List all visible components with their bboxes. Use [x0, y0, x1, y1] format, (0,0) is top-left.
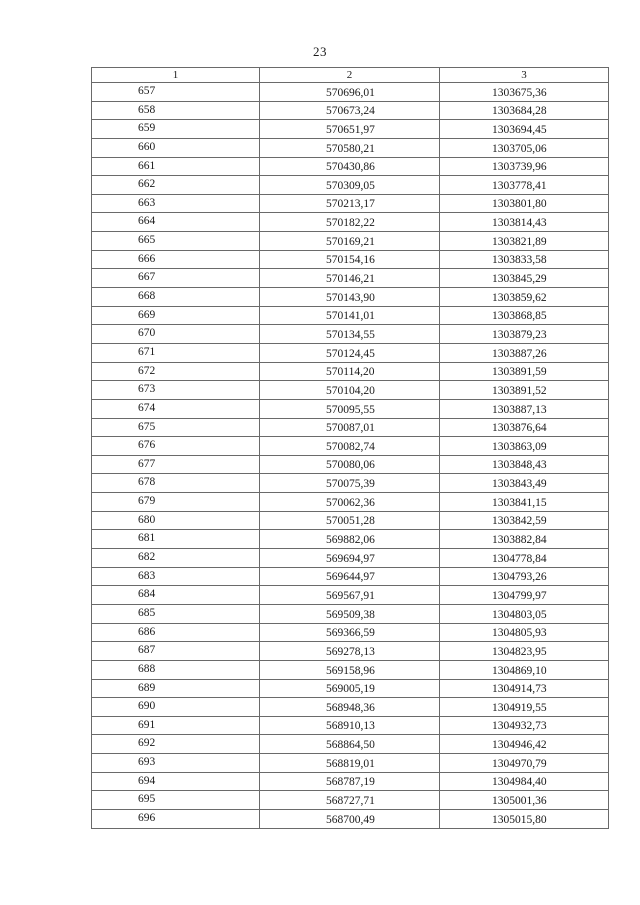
x-coordinate-cell: 570075,39	[260, 474, 440, 493]
table-row	[92, 120, 609, 139]
y-coordinate-cell: 1304799,97	[440, 586, 609, 605]
x-coordinate-cell: 570141,01	[260, 306, 440, 325]
column-header-2: 2	[260, 68, 440, 83]
table-row	[92, 567, 609, 586]
table-row	[92, 213, 609, 232]
table-row	[92, 418, 609, 437]
point-number-cell: 696	[92, 809, 260, 828]
x-coordinate-cell: 568787,19	[260, 772, 440, 791]
y-coordinate-cell: 1303876,64	[440, 418, 609, 437]
y-coordinate-cell: 1303814,43	[440, 213, 609, 232]
table-row	[92, 791, 609, 810]
point-number-cell: 665	[92, 232, 260, 251]
y-coordinate-cell: 1305001,36	[440, 791, 609, 810]
table-row	[92, 194, 609, 213]
y-coordinate-cell: 1303778,41	[440, 176, 609, 195]
table-row	[92, 101, 609, 120]
y-coordinate-cell: 1304823,95	[440, 642, 609, 661]
table-row	[92, 809, 609, 828]
point-number-cell: 668	[92, 288, 260, 307]
table-row	[92, 138, 609, 157]
x-coordinate-cell: 568819,01	[260, 754, 440, 773]
y-coordinate-cell: 1303887,13	[440, 399, 609, 418]
table-row	[92, 362, 609, 381]
point-number-cell: 689	[92, 679, 260, 698]
y-coordinate-cell: 1303882,84	[440, 530, 609, 549]
table-row	[92, 325, 609, 344]
y-coordinate-cell: 1303705,06	[440, 138, 609, 157]
point-number-cell: 669	[92, 306, 260, 325]
point-number-cell: 693	[92, 754, 260, 773]
x-coordinate-cell: 570095,55	[260, 399, 440, 418]
x-coordinate-cell: 570182,22	[260, 213, 440, 232]
point-number-cell: 659	[92, 120, 260, 139]
point-number-cell: 688	[92, 660, 260, 679]
y-coordinate-cell: 1303801,80	[440, 194, 609, 213]
point-number-cell: 680	[92, 511, 260, 530]
x-coordinate-cell: 570430,86	[260, 157, 440, 176]
x-coordinate-cell: 570124,45	[260, 343, 440, 362]
x-coordinate-cell: 570673,24	[260, 101, 440, 120]
y-coordinate-cell: 1303694,45	[440, 120, 609, 139]
y-coordinate-cell: 1304914,73	[440, 679, 609, 698]
column-header-1: 1	[92, 68, 260, 83]
y-coordinate-cell: 1304805,93	[440, 623, 609, 642]
point-number-cell: 672	[92, 362, 260, 381]
x-coordinate-cell: 569882,06	[260, 530, 440, 549]
y-coordinate-cell: 1303859,62	[440, 288, 609, 307]
point-number-cell: 687	[92, 642, 260, 661]
x-coordinate-cell: 570154,16	[260, 250, 440, 269]
table-row	[92, 399, 609, 418]
point-number-cell: 684	[92, 586, 260, 605]
table-row	[92, 381, 609, 400]
point-number-cell: 673	[92, 381, 260, 400]
x-coordinate-cell: 570104,20	[260, 381, 440, 400]
point-number-cell: 675	[92, 418, 260, 437]
table-row	[92, 157, 609, 176]
x-coordinate-cell: 570134,55	[260, 325, 440, 344]
x-coordinate-cell: 569509,38	[260, 604, 440, 623]
x-coordinate-cell: 570062,36	[260, 493, 440, 512]
table-row	[92, 437, 609, 456]
y-coordinate-cell: 1304803,05	[440, 604, 609, 623]
x-coordinate-cell: 569005,19	[260, 679, 440, 698]
point-number-cell: 666	[92, 250, 260, 269]
point-number-cell: 660	[92, 138, 260, 157]
y-coordinate-cell: 1303842,59	[440, 511, 609, 530]
point-number-cell: 690	[92, 698, 260, 717]
point-number-cell: 681	[92, 530, 260, 549]
y-coordinate-cell: 1304932,73	[440, 716, 609, 735]
table-row	[92, 754, 609, 773]
x-coordinate-cell: 570309,05	[260, 176, 440, 195]
point-number-cell: 695	[92, 791, 260, 810]
x-coordinate-cell: 570051,28	[260, 511, 440, 530]
table-header	[92, 68, 609, 83]
point-number-cell: 657	[92, 83, 260, 102]
x-coordinate-cell: 569567,91	[260, 586, 440, 605]
point-number-cell: 683	[92, 567, 260, 586]
point-number-cell: 685	[92, 604, 260, 623]
x-coordinate-cell: 570082,74	[260, 437, 440, 456]
x-coordinate-cell: 570080,06	[260, 455, 440, 474]
table-row	[92, 623, 609, 642]
table-row	[92, 493, 609, 512]
point-number-cell: 671	[92, 343, 260, 362]
table-row	[92, 83, 609, 102]
y-coordinate-cell: 1304984,40	[440, 772, 609, 791]
y-coordinate-cell: 1304793,26	[440, 567, 609, 586]
x-coordinate-cell: 568700,49	[260, 809, 440, 828]
x-coordinate-cell: 568948,36	[260, 698, 440, 717]
point-number-cell: 676	[92, 437, 260, 456]
table-row	[92, 176, 609, 195]
y-coordinate-cell: 1305015,80	[440, 809, 609, 828]
point-number-cell: 661	[92, 157, 260, 176]
x-coordinate-cell: 568727,71	[260, 791, 440, 810]
x-coordinate-cell: 569158,96	[260, 660, 440, 679]
table-row	[92, 250, 609, 269]
point-number-cell: 691	[92, 716, 260, 735]
y-coordinate-cell: 1303848,43	[440, 455, 609, 474]
y-coordinate-cell: 1304946,42	[440, 735, 609, 754]
table-row	[92, 660, 609, 679]
x-coordinate-cell: 570580,21	[260, 138, 440, 157]
point-number-cell: 679	[92, 493, 260, 512]
point-number-cell: 662	[92, 176, 260, 195]
x-coordinate-cell: 570143,90	[260, 288, 440, 307]
y-coordinate-cell: 1303891,59	[440, 362, 609, 381]
y-coordinate-cell: 1303739,96	[440, 157, 609, 176]
x-coordinate-cell: 570651,97	[260, 120, 440, 139]
table-row	[92, 343, 609, 362]
point-number-cell: 677	[92, 455, 260, 474]
y-coordinate-cell: 1303684,28	[440, 101, 609, 120]
x-coordinate-cell: 570146,21	[260, 269, 440, 288]
point-number-cell: 682	[92, 549, 260, 568]
y-coordinate-cell: 1303891,52	[440, 381, 609, 400]
x-coordinate-cell: 568864,50	[260, 735, 440, 754]
table-row	[92, 530, 609, 549]
point-number-cell: 663	[92, 194, 260, 213]
x-coordinate-cell: 570696,01	[260, 83, 440, 102]
x-coordinate-cell: 568910,13	[260, 716, 440, 735]
table-row	[92, 306, 609, 325]
point-number-cell: 667	[92, 269, 260, 288]
table-row	[92, 772, 609, 791]
table-row	[92, 586, 609, 605]
y-coordinate-cell: 1303863,09	[440, 437, 609, 456]
page-number: 23	[313, 44, 327, 59]
table-body	[92, 83, 609, 829]
point-number-cell: 692	[92, 735, 260, 754]
y-coordinate-cell: 1303843,49	[440, 474, 609, 493]
column-header-3: 3	[440, 68, 609, 83]
coordinates-table	[91, 67, 609, 829]
header-row	[92, 68, 609, 83]
y-coordinate-cell: 1303845,29	[440, 269, 609, 288]
x-coordinate-cell: 569278,13	[260, 642, 440, 661]
y-coordinate-cell: 1304869,10	[440, 660, 609, 679]
table-row	[92, 679, 609, 698]
table-row	[92, 604, 609, 623]
point-number-cell: 670	[92, 325, 260, 344]
point-number-cell: 686	[92, 623, 260, 642]
y-coordinate-cell: 1303841,15	[440, 493, 609, 512]
x-coordinate-cell: 570213,17	[260, 194, 440, 213]
y-coordinate-cell: 1303879,23	[440, 325, 609, 344]
point-number-cell: 674	[92, 399, 260, 418]
point-number-cell: 694	[92, 772, 260, 791]
y-coordinate-cell: 1303821,89	[440, 232, 609, 251]
table-row	[92, 698, 609, 717]
table-row	[92, 288, 609, 307]
x-coordinate-cell: 569644,97	[260, 567, 440, 586]
y-coordinate-cell: 1303833,58	[440, 250, 609, 269]
table-row	[92, 716, 609, 735]
table-row	[92, 455, 609, 474]
x-coordinate-cell: 569366,59	[260, 623, 440, 642]
y-coordinate-cell: 1304778,84	[440, 549, 609, 568]
table-row	[92, 549, 609, 568]
point-number-cell: 664	[92, 213, 260, 232]
y-coordinate-cell: 1304919,55	[440, 698, 609, 717]
table-row	[92, 735, 609, 754]
y-coordinate-cell: 1303675,36	[440, 83, 609, 102]
y-coordinate-cell: 1303887,26	[440, 343, 609, 362]
table-row	[92, 269, 609, 288]
table-row	[92, 232, 609, 251]
x-coordinate-cell: 570087,01	[260, 418, 440, 437]
y-coordinate-cell: 1304970,79	[440, 754, 609, 773]
x-coordinate-cell: 570169,21	[260, 232, 440, 251]
y-coordinate-cell: 1303868,85	[440, 306, 609, 325]
point-number-cell: 658	[92, 101, 260, 120]
point-number-cell: 678	[92, 474, 260, 493]
table-row	[92, 474, 609, 493]
x-coordinate-cell: 570114,20	[260, 362, 440, 381]
x-coordinate-cell: 569694,97	[260, 549, 440, 568]
table-row	[92, 511, 609, 530]
table-row	[92, 642, 609, 661]
